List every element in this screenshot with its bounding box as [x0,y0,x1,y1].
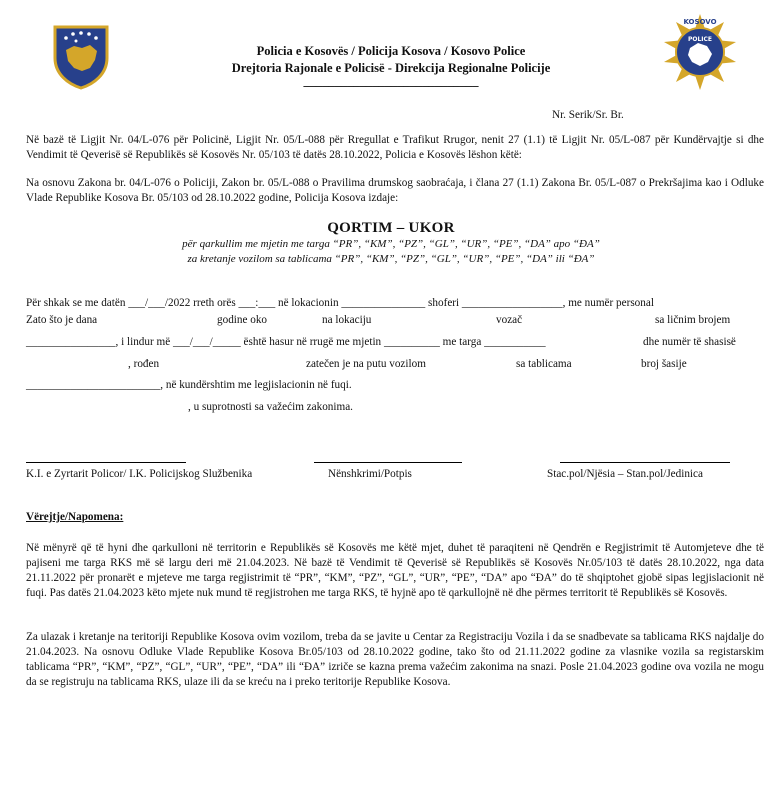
form-row-1-serbian-b: godine oko [217,314,268,326]
signature-line [314,462,462,463]
form-row-1-serbian-e: sa ličnim brojem [655,314,731,326]
form-row-1-albanian: Për shkak se me datën ___/___/2022 rreth orës ___:___ në lokacionin _______________ shoferi __________________, me numër personal [26,297,654,309]
intro-serbian: Na osnovu Zakona br. 04/L-076 o Policiji, Zakon br. 05/L-088 o Pravilima drumskog saobraćaja, i člana 27 (1.1) Zakona Br. 05/L-087 o Prekršajima kao i Odluke Vlade Republike Kosova Br. 05/103 od 28.10.2022 godine, Policija Kosova izdaje: [26,177,764,204]
form-row-1-serbian-c: na lokaciju [322,314,372,326]
header-line-1: Policia e Kosovës / Policija Kosova / Kosovo Police [256,44,526,58]
signature-label: Nënshkrimi/Potpis [328,468,412,480]
form-row-1-serbian-a: Zato što je dana [26,314,98,326]
officer-id-label: K.I. e Zyrtarit Policor/ I.K. Policijskog Službenika [26,468,253,480]
form-row-2-serbian-b: zatečen je na putu vozilom [306,358,426,370]
document-title: QORTIM – UKOR [327,220,455,236]
title-subtitle-serbian: za kretanje vozilom sa tablicama “PR”, “KM”, “PZ”, “GL”, “UR”, “PE”, “DA” ili “ÐA” [187,253,595,265]
form-row-1-serbian-d: vozač [496,314,523,326]
station-label: Stac.pol/Njësia – Stan.pol/Jedinica [547,468,703,480]
officer-id-signature-line [26,462,186,463]
remarks-albanian: Në mënyrë që të hyni dhe qarkulloni në territorin e Republikës së Kosovës me këtë mjet, duhet të paraqiteni në Qendrën e Regjistrimit të Automjeteve dhe të pajiseni me targa RKS më së largu deri më 21.04.2023. Në bazë të Vendimit të Qeverisë së Republikës së Kosovës Nr.05/103 të datës 28.10.2022, nga data 21.11.2022 për pronarët e mjeteve me targa regjistrimit të “PR”, “KM”, “PZ”, “GL”, “UR”, “PE”, “DA” apo “ÐA” do të shqiptohet gjobë sipas legjislacionit në fuqi. Pas datës 21.04.2023 këto mjete nuk mund të regjistrohen me targa RKS, të hyjnë apo të qarkullojnë në dhe përmes territorit të Republikës së Kosovës. [26,542,764,599]
header-divider: ____________________________ [303,74,479,88]
header-line-2: Drejtoria Rajonale e Policisë - Direkcija Regionalne Policije [231,61,551,75]
station-signature-line [560,462,730,463]
form-row-2-serbian-a: , rođen [128,358,160,370]
intro-albanian: Në bazë të Ligjit Nr. 04/L-076 për Policinë, Ligjit Nr. 05/L-088 për Rregullat e Trafikut Rrugor, nenit 27 (1.1) të Ligjit Nr. 05/L-087 për Kundërvajtje si dhe Vendimit të Qeverisë së Republikës së Kosovës Nr. 05/103 të datës 28.10.2022, Policia e Kosovës lëshon këtë: [26,134,764,161]
badge-police-text: POLICE [687,36,713,43]
badge-ring-text: KOSOVO [683,18,717,26]
remarks-serbian: Za ulazak i kretanje na teritoriji Republike Kosova ovim vozilom, treba da se javite u Centar za Registraciju Vozila i da se snadbevate sa tablicama RKS najdalje do 21.04.2023. Na osnovu Odluke Vlade Republike Kosova Br.05/103 od 28.10.2022 godine, tako što od 21.11.2022 godine za vlasnike vozila sa registarskim tablicama “PR”, “KM”, “PZ”, “GL”, “UR”, “PE”, “DA” ili “ÐA” izriče se kazna prema važećim zakonima na snazi. Posle 21.04.2023 godine ova vozila ne mogu da se registruju na tablicama RKS, ulaze ili da se kreću na i preko teritorije Republike Kosova. [26,631,764,688]
form-row-2-albanian-b: dhe numër të shasisë [643,336,736,348]
serial-number-label: Nr. Serik/Sr. Br. [552,109,624,121]
form-row-2-serbian-d: broj šasije [641,358,687,370]
form-row-3-albanian: ________________________, në kundërshtim me legjislacionin në fuqi. [26,379,352,391]
form-row-3-serbian: , u suprotnosti sa važećim zakonima. [188,401,353,413]
form-row-2-serbian-c: sa tablicama [516,358,572,370]
title-subtitle-albanian: për qarkullim me mjetin me targa “PR”, “KM”, “PZ”, “GL”, “UR”, “PE”, “DA” apo “ÐA” [182,238,600,250]
remarks-heading: Vërejtje/Napomena: [26,511,124,523]
form-row-2-albanian-a: ________________, i lindur më ___/___/_____ është hasur në rrugë me mjetin __________ me targa ___________ [26,336,546,348]
